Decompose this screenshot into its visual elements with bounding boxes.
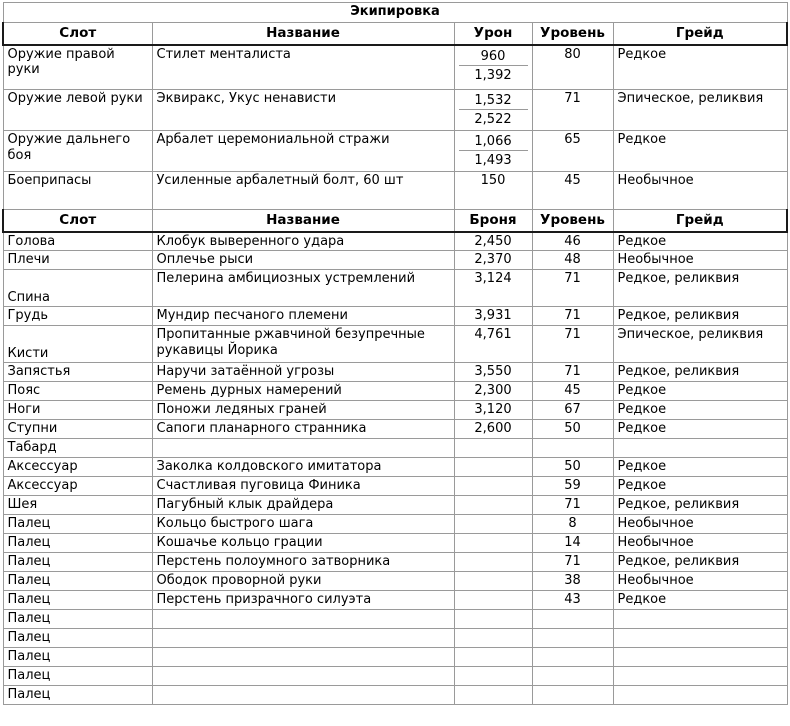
row-level (532, 610, 613, 629)
row-armor (454, 439, 532, 458)
row-slot: Палец (3, 534, 152, 553)
row-name (152, 648, 454, 667)
row-armor: 2,450 (454, 232, 532, 251)
row-slot: Палец (3, 610, 152, 629)
row-name: Наручи затаённой угрозы (152, 363, 454, 382)
table-row[interactable] (3, 439, 787, 458)
row-level: 46 (532, 232, 613, 251)
row-armor: 3,931 (454, 307, 532, 326)
header-level: Уровень (532, 23, 613, 45)
table-row[interactable] (3, 270, 787, 307)
row-armor (454, 648, 532, 667)
row-name: Счастливая пуговица Финика (152, 477, 454, 496)
row-name: Кольцо быстрого шага (152, 515, 454, 534)
row-level (532, 629, 613, 648)
row-name: Кошачье кольцо грации (152, 534, 454, 553)
row-damage (454, 90, 532, 131)
row-name (152, 629, 454, 648)
row-grade (613, 629, 787, 648)
row-level (532, 648, 613, 667)
table-row[interactable] (3, 610, 787, 629)
row-armor (454, 686, 532, 705)
row-grade: Редкое (613, 477, 787, 496)
row-armor (454, 591, 532, 610)
row-grade: Редкое (613, 458, 787, 477)
row-grade (613, 667, 787, 686)
row-slot: Аксессуар (3, 477, 152, 496)
row-grade (613, 439, 787, 458)
table-row[interactable] (3, 648, 787, 667)
row-slot: Оружие правой руки (3, 45, 152, 90)
row-grade: Редкое (613, 382, 787, 401)
row-level (532, 667, 613, 686)
table-row[interactable] (3, 90, 787, 131)
table-row[interactable] (3, 420, 787, 439)
row-grade: Редкое (613, 420, 787, 439)
row-level: 14 (532, 534, 613, 553)
row-name: Ремень дурных намерений (152, 382, 454, 401)
row-slot: Аксессуар (3, 458, 152, 477)
row-armor: 3,124 (454, 270, 532, 307)
row-damage: 150 (454, 172, 532, 210)
header-grade: Грейд (613, 210, 787, 232)
table-row[interactable] (3, 326, 787, 363)
row-level: 65 (532, 131, 613, 172)
row-armor (454, 629, 532, 648)
row-name: Клобук выверенного удара (152, 232, 454, 251)
header-damage: Урон (454, 23, 532, 45)
table-row[interactable] (3, 667, 787, 686)
row-grade: Редкое, реликвия (613, 496, 787, 515)
row-slot: Шея (3, 496, 152, 515)
row-damage (454, 45, 532, 90)
row-grade: Редкое (613, 45, 787, 90)
equipment-table (2, 2, 788, 705)
row-grade: Эпическое, реликвия (613, 90, 787, 131)
table-row[interactable] (3, 591, 787, 610)
row-name: Сапоги планарного странника (152, 420, 454, 439)
table-row[interactable] (3, 572, 787, 591)
header-armor: Броня (454, 210, 532, 232)
row-grade: Необычное (613, 172, 787, 210)
row-name: Оплечье рыси (152, 251, 454, 270)
table-row[interactable] (3, 382, 787, 401)
row-grade: Редкое, реликвия (613, 553, 787, 572)
row-grade: Необычное (613, 572, 787, 591)
row-name: Усиленные арбалетный болт, 60 шт (152, 172, 454, 210)
row-level: 50 (532, 420, 613, 439)
row-armor: 2,600 (454, 420, 532, 439)
table-row[interactable] (3, 363, 787, 382)
row-slot: Палец (3, 629, 152, 648)
table-row[interactable] (3, 458, 787, 477)
row-slot: Ступни (3, 420, 152, 439)
row-grade: Необычное (613, 251, 787, 270)
row-level: 71 (532, 326, 613, 363)
table-row[interactable] (3, 251, 787, 270)
row-armor: 3,120 (454, 401, 532, 420)
row-level: 71 (532, 270, 613, 307)
row-name: Заколка колдовского имитатора (152, 458, 454, 477)
row-grade: Редкое, реликвия (613, 307, 787, 326)
row-grade: Редкое, реликвия (613, 363, 787, 382)
row-grade: Эпическое, реликвия (613, 326, 787, 363)
row-level: 59 (532, 477, 613, 496)
header-name: Название (152, 23, 454, 45)
table-row[interactable] (3, 553, 787, 572)
row-name: Эквиракс, Укус ненависти (152, 90, 454, 131)
row-damage-max: 1,493 (474, 153, 512, 168)
row-armor (454, 534, 532, 553)
row-damage-min: 1,532 (459, 91, 528, 110)
row-damage-min: 960 (459, 47, 528, 66)
table-row[interactable] (3, 232, 787, 251)
row-slot: Палец (3, 667, 152, 686)
row-level: 71 (532, 307, 613, 326)
row-slot: Кисти (3, 326, 152, 363)
row-level: 50 (532, 458, 613, 477)
row-slot: Палец (3, 553, 152, 572)
header-slot: Слот (3, 23, 152, 45)
table-row[interactable] (3, 307, 787, 326)
row-level: 48 (532, 251, 613, 270)
page-title: Экипировка (3, 3, 787, 23)
row-grade: Редкое (613, 591, 787, 610)
row-armor: 4,761 (454, 326, 532, 363)
row-grade (613, 648, 787, 667)
row-name (152, 610, 454, 629)
row-name: Перстень призрачного силуэта (152, 591, 454, 610)
row-grade: Необычное (613, 515, 787, 534)
row-name: Мундир песчаного племени (152, 307, 454, 326)
row-level: 38 (532, 572, 613, 591)
row-name: Пагубный клык драйдера (152, 496, 454, 515)
table-row[interactable] (3, 477, 787, 496)
row-armor (454, 477, 532, 496)
row-grade (613, 610, 787, 629)
row-slot: Боеприпасы (3, 172, 152, 210)
row-level: 45 (532, 382, 613, 401)
row-name: Поножи ледяных граней (152, 401, 454, 420)
table-row[interactable] (3, 131, 787, 172)
header-slot: Слот (3, 210, 152, 232)
row-damage-max: 2,522 (474, 112, 512, 127)
row-level (532, 686, 613, 705)
row-name: Пелерина амбициозных устремлений (152, 270, 454, 307)
table-row[interactable] (3, 686, 787, 705)
row-name: Пропитанные ржавчиной безупречные рукавицы Йорика (152, 326, 454, 363)
row-slot: Палец (3, 686, 152, 705)
row-level: 67 (532, 401, 613, 420)
row-name: Стилет менталиста (152, 45, 454, 90)
table-title-row (3, 3, 787, 23)
row-armor: 3,550 (454, 363, 532, 382)
weapon-header-row (3, 23, 787, 45)
table-row[interactable] (3, 496, 787, 515)
row-slot: Грудь (3, 307, 152, 326)
header-grade: Грейд (613, 23, 787, 45)
row-armor (454, 458, 532, 477)
row-level: 71 (532, 363, 613, 382)
row-armor (454, 610, 532, 629)
row-slot: Палец (3, 591, 152, 610)
row-level: 8 (532, 515, 613, 534)
row-slot: Палец (3, 515, 152, 534)
table-row[interactable] (3, 515, 787, 534)
row-armor (454, 572, 532, 591)
header-level: Уровень (532, 210, 613, 232)
armor-header-row (3, 210, 787, 232)
row-armor (454, 515, 532, 534)
table-row[interactable] (3, 45, 787, 90)
row-slot: Палец (3, 648, 152, 667)
row-armor (454, 496, 532, 515)
row-grade: Редкое (613, 131, 787, 172)
row-name (152, 686, 454, 705)
row-slot: Плечи (3, 251, 152, 270)
row-armor: 2,370 (454, 251, 532, 270)
row-level: 71 (532, 90, 613, 131)
row-slot: Пояс (3, 382, 152, 401)
row-damage (454, 131, 532, 172)
table-row[interactable] (3, 629, 787, 648)
row-armor: 2,300 (454, 382, 532, 401)
row-slot: Запястья (3, 363, 152, 382)
row-level: 45 (532, 172, 613, 210)
table-row[interactable] (3, 534, 787, 553)
row-grade: Редкое (613, 232, 787, 251)
row-slot: Голова (3, 232, 152, 251)
table-row[interactable] (3, 172, 787, 210)
row-name (152, 667, 454, 686)
row-name: Арбалет церемониальной стражи (152, 131, 454, 172)
row-level (532, 439, 613, 458)
row-slot: Оружие дальнего боя (3, 131, 152, 172)
row-armor (454, 667, 532, 686)
row-slot: Спина (3, 270, 152, 307)
row-name: Перстень полоумного затворника (152, 553, 454, 572)
row-level: 71 (532, 496, 613, 515)
row-grade: Редкое, реликвия (613, 270, 787, 307)
row-level: 80 (532, 45, 613, 90)
row-name: Ободок проворной руки (152, 572, 454, 591)
header-name: Название (152, 210, 454, 232)
row-grade: Необычное (613, 534, 787, 553)
row-slot: Оружие левой руки (3, 90, 152, 131)
row-damage-max: 1,392 (474, 67, 512, 83)
row-slot: Ноги (3, 401, 152, 420)
row-grade: Редкое (613, 401, 787, 420)
row-name (152, 439, 454, 458)
row-armor (454, 553, 532, 572)
row-grade (613, 686, 787, 705)
row-slot: Табард (3, 439, 152, 458)
row-level: 71 (532, 553, 613, 572)
table-row[interactable] (3, 401, 787, 420)
row-damage-min: 1,066 (459, 132, 528, 151)
row-level: 43 (532, 591, 613, 610)
row-slot: Палец (3, 572, 152, 591)
